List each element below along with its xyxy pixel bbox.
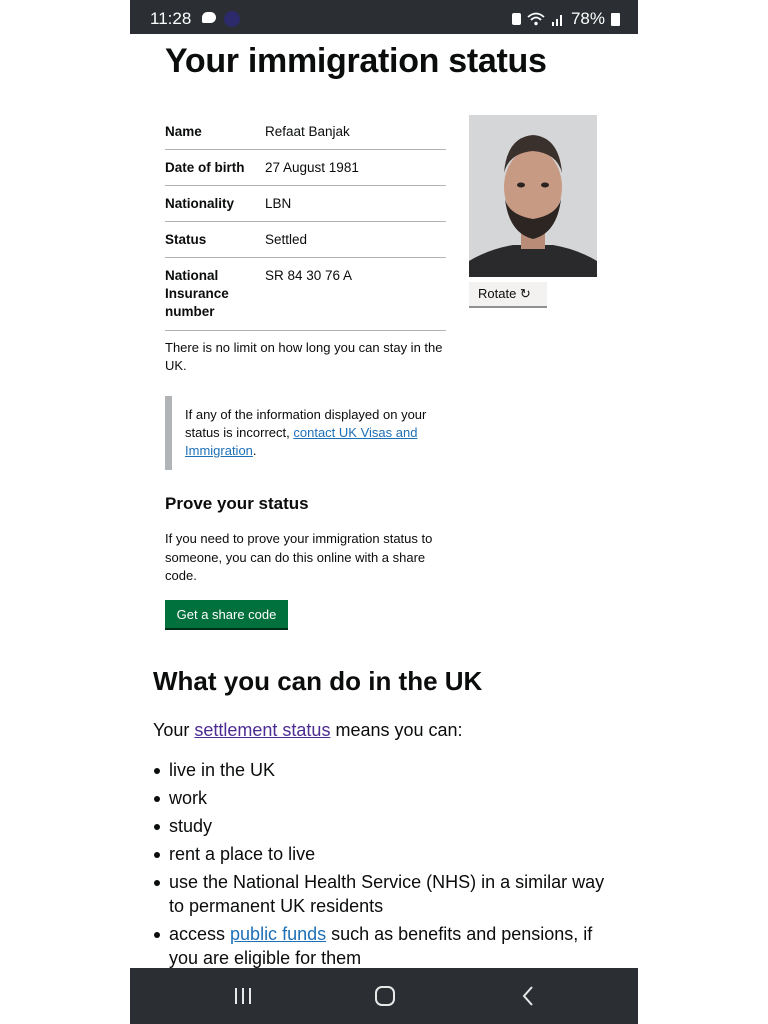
status-time: 11:28 <box>150 9 192 28</box>
detail-key: Name <box>165 124 202 139</box>
detail-row-name <box>165 114 446 150</box>
detail-key: Nationality <box>165 196 235 211</box>
stay-limit-text: There is no limit on how long you can stay in the UK. <box>165 340 443 373</box>
what-you-can-do-heading: What you can do in the UK <box>153 666 483 696</box>
back-icon[interactable] <box>516 984 542 1008</box>
navigation-bar <box>130 968 638 1024</box>
list-item: rent a place to live <box>153 842 623 866</box>
battery-icon <box>611 13 620 26</box>
lock-icon <box>512 13 521 25</box>
detail-value: 27 August 1981 <box>265 160 359 175</box>
wifi-icon <box>527 12 545 26</box>
signal-icon <box>551 12 565 26</box>
rights-list <box>153 758 623 968</box>
list-item <box>153 922 623 968</box>
prove-status-heading: Prove your status <box>165 494 309 513</box>
list-item: work <box>153 786 623 810</box>
detail-key: National Insurance number <box>165 268 229 319</box>
detail-value: SR 84 30 76 A <box>265 268 353 283</box>
detail-row-ni-number <box>165 258 446 331</box>
list-item-text-after: such as benefits and pensions, if you are eligible for them <box>169 924 593 968</box>
inset-text-before: If any of the information displayed on your status is incorrect, <box>185 407 427 440</box>
detail-key: Date of birth <box>165 160 245 175</box>
phone-screen <box>130 0 638 1024</box>
detail-key: Status <box>165 232 207 247</box>
intro-text-before: Your <box>153 720 195 740</box>
detail-row-nationality <box>165 186 446 222</box>
public-funds-link[interactable]: public funds <box>230 924 327 944</box>
status-indicators <box>512 9 620 29</box>
contact-ukvi-link[interactable]: contact UK Visas and Immigration <box>185 425 418 458</box>
inset-text <box>165 396 445 470</box>
settlement-intro <box>153 720 463 741</box>
prove-status-text: If you need to prove your immigration status to someone, you can do this online with a share code. <box>165 531 433 583</box>
detail-row-status <box>165 222 446 258</box>
intro-text-after: means you can: <box>330 720 463 740</box>
list-item-text-before: access <box>169 924 231 944</box>
list-item: use the National Health Service (NHS) in a similar way to permanent UK residents <box>153 870 623 918</box>
profile-photo <box>469 115 597 277</box>
page-content <box>130 34 638 968</box>
home-icon[interactable] <box>372 984 398 1008</box>
details-list <box>165 114 446 331</box>
detail-row-dob <box>165 150 446 186</box>
page-title: Your immigration status <box>165 42 547 80</box>
battery-percent: 78% <box>570 9 605 28</box>
list-item: study <box>153 814 623 838</box>
inset-text-after: . <box>252 443 257 458</box>
rotate-photo-button[interactable]: Rotate ↻ <box>469 282 547 308</box>
detail-value: Refaat Banjak <box>265 124 350 139</box>
recent-apps-icon[interactable] <box>230 984 256 1008</box>
get-share-code-button[interactable]: Get a share code <box>165 600 288 628</box>
settlement-status-link[interactable]: settlement status <box>194 720 331 740</box>
list-item: live in the UK <box>153 758 623 782</box>
chat-bubble-icon <box>202 12 216 23</box>
detail-value: Settled <box>265 232 308 247</box>
detail-value: LBN <box>265 196 292 211</box>
app-icon <box>224 11 240 27</box>
status-bar <box>130 0 638 34</box>
